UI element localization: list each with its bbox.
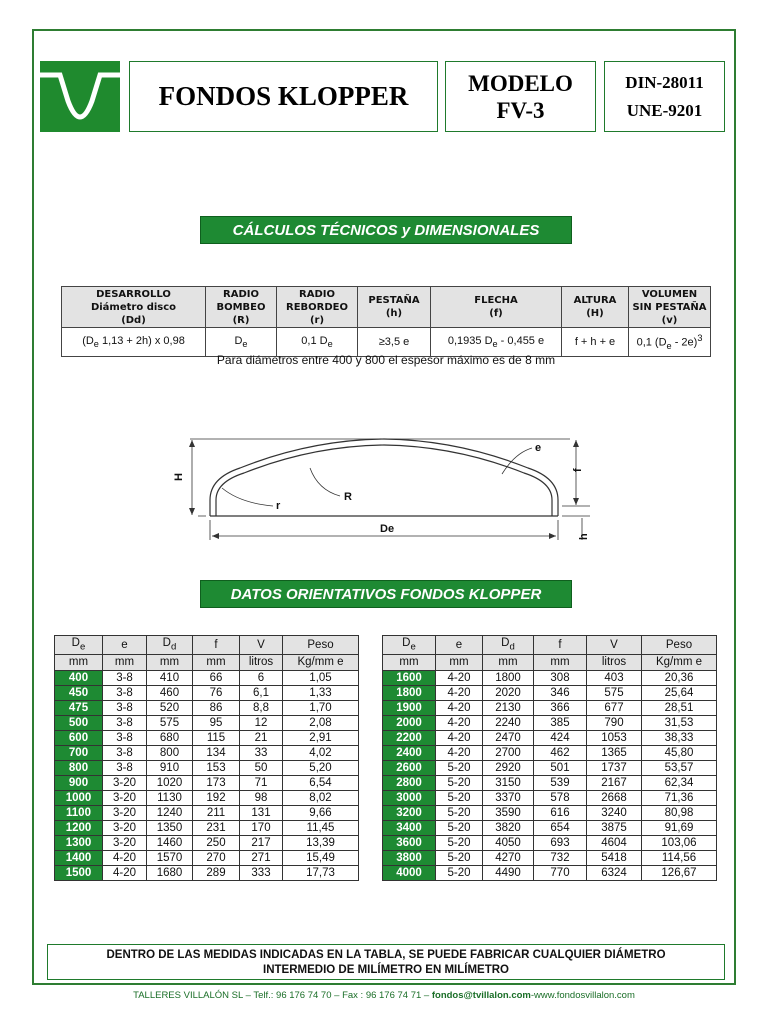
table-cell: 5-20 <box>436 776 483 791</box>
footer-line-2: INTERMEDIO DE MILÍMETRO EN MILÍMETRO <box>263 964 509 976</box>
table-cell: 3820 <box>483 821 534 836</box>
table-cell: 1570 <box>147 851 193 866</box>
table-cell: 4270 <box>483 851 534 866</box>
calc-header-altura: ALTURA (H) <box>562 287 629 328</box>
unit-de: mm <box>383 655 436 671</box>
diameter-cell: 1800 <box>383 686 436 701</box>
label-flecha: f <box>572 468 584 472</box>
col-v: V <box>240 636 283 655</box>
table-cell: 520 <box>147 701 193 716</box>
table-cell: 4-20 <box>436 746 483 761</box>
formula-altura: f + h + e <box>562 328 629 357</box>
table-cell: 25,64 <box>642 686 717 701</box>
table-cell: 3-8 <box>103 731 147 746</box>
table-cell: 539 <box>534 776 587 791</box>
table-cell: 3150 <box>483 776 534 791</box>
table-row <box>383 851 717 866</box>
table-cell: 8,8 <box>240 701 283 716</box>
diameter-cell: 800 <box>55 761 103 776</box>
calc-table <box>61 286 711 357</box>
col-peso: Peso <box>642 636 717 655</box>
table-row <box>55 866 359 881</box>
table-cell: 45,80 <box>642 746 717 761</box>
table-cell: 53,57 <box>642 761 717 776</box>
table-cell: 1240 <box>147 806 193 821</box>
table-cell: 5-20 <box>436 761 483 776</box>
table-cell: 4-20 <box>436 731 483 746</box>
table-cell: 2470 <box>483 731 534 746</box>
table-cell: 3-8 <box>103 701 147 716</box>
diameter-cell: 2200 <box>383 731 436 746</box>
table-cell: 1365 <box>587 746 642 761</box>
formula-pestana: ≥3,5 e <box>358 328 431 357</box>
table-cell: 15,49 <box>283 851 359 866</box>
table-cell: 3-20 <box>103 836 147 851</box>
table-row <box>383 671 717 686</box>
table-cell: 1350 <box>147 821 193 836</box>
table-cell: 114,56 <box>642 851 717 866</box>
diameter-cell: 475 <box>55 701 103 716</box>
table-cell: 289 <box>193 866 240 881</box>
diameter-cell: 2600 <box>383 761 436 776</box>
table-cell: 153 <box>193 761 240 776</box>
table-cell: 3-20 <box>103 821 147 836</box>
table-cell: 6 <box>240 671 283 686</box>
diameter-cell: 3400 <box>383 821 436 836</box>
col-f: f <box>193 636 240 655</box>
diameter-cell: 3000 <box>383 791 436 806</box>
table-cell: 170 <box>240 821 283 836</box>
table-cell: 1053 <box>587 731 642 746</box>
diameter-cell: 450 <box>55 686 103 701</box>
table-cell: 76 <box>193 686 240 701</box>
table-cell: 4,02 <box>283 746 359 761</box>
table-cell: 800 <box>147 746 193 761</box>
table-cell: 2020 <box>483 686 534 701</box>
table-cell: 3-20 <box>103 806 147 821</box>
table-cell: 6,54 <box>283 776 359 791</box>
table-cell: 3240 <box>587 806 642 821</box>
table-row <box>55 776 359 791</box>
table-cell: 575 <box>147 716 193 731</box>
formula-radio-bombeo: $D_e$ <box>206 328 277 357</box>
klopper-head-diagram <box>170 428 600 548</box>
table-row <box>55 701 359 716</box>
col-e: e <box>103 636 147 655</box>
table-cell: 270 <box>193 851 240 866</box>
thickness-note: Para diámetros entre 400 y 800 el espesor máximo es de 8 mm <box>216 353 556 367</box>
table-cell: 790 <box>587 716 642 731</box>
norms-box <box>604 61 725 132</box>
table-cell: 4050 <box>483 836 534 851</box>
table-cell: 103,06 <box>642 836 717 851</box>
table-cell: 211 <box>193 806 240 821</box>
table-cell: 4-20 <box>103 851 147 866</box>
section-title-datos: DATOS ORIENTATIVOS FONDOS KLOPPER <box>200 580 572 608</box>
col-de: $D_e$ <box>55 636 103 655</box>
brand-title-box <box>129 61 438 132</box>
label-radio-bombeo: R <box>344 491 352 503</box>
table-cell: 460 <box>147 686 193 701</box>
contact-line <box>0 990 768 1001</box>
formula-desarrollo: ($D_e$ 1,13 + 2h) x 0,98 <box>62 328 206 357</box>
table-cell: 2130 <box>483 701 534 716</box>
col-e: e <box>436 636 483 655</box>
table-cell: 462 <box>534 746 587 761</box>
table-cell: 98 <box>240 791 283 806</box>
calc-header-radio-rebordeo: RADIO REBORDEO (r) <box>277 287 358 328</box>
table-cell: 1020 <box>147 776 193 791</box>
unit-peso: Kg/mm e <box>283 655 359 671</box>
footer-line-1: DENTRO DE LAS MEDIDAS INDICADAS EN LA TABLA, SE PUEDE FABRICAR CUALQUIER DIÁMETRO <box>106 949 666 961</box>
table-row <box>383 731 717 746</box>
col-dd: $D_d$ <box>147 636 193 655</box>
table-cell: 3-20 <box>103 776 147 791</box>
formula-radio-rebordeo: 0,1 $D_e$ <box>277 328 358 357</box>
model-label: MODELO <box>468 70 573 96</box>
table-cell: 3590 <box>483 806 534 821</box>
table-cell: 1130 <box>147 791 193 806</box>
table-cell: 134 <box>193 746 240 761</box>
table-cell: 13,39 <box>283 836 359 851</box>
table-cell: 9,66 <box>283 806 359 821</box>
table-cell: 4-20 <box>436 686 483 701</box>
table-cell: 2920 <box>483 761 534 776</box>
diameter-cell: 1300 <box>55 836 103 851</box>
table-cell: 2668 <box>587 791 642 806</box>
table-cell: 28,51 <box>642 701 717 716</box>
table-row <box>383 821 717 836</box>
table-cell: 12 <box>240 716 283 731</box>
diameter-cell: 1200 <box>55 821 103 836</box>
table-cell: 31,53 <box>642 716 717 731</box>
table-cell: 770 <box>534 866 587 881</box>
contact-website-link[interactable]: -www.fondosvillalon.com <box>530 990 635 1001</box>
data-table-right <box>382 635 717 881</box>
calc-header-radio-bombeo: RADIO BOMBEO (R) <box>206 287 277 328</box>
table-row <box>383 686 717 701</box>
model-box <box>445 61 596 132</box>
table-cell: 693 <box>534 836 587 851</box>
table-cell: 677 <box>587 701 642 716</box>
table-cell: 33 <box>240 746 283 761</box>
table-row <box>55 686 359 701</box>
table-cell: 250 <box>193 836 240 851</box>
table-cell: 86 <box>193 701 240 716</box>
table-cell: 4604 <box>587 836 642 851</box>
calc-header-pestana: PESTAÑA (h) <box>358 287 431 328</box>
table-cell: 1,70 <box>283 701 359 716</box>
table-cell: 62,34 <box>642 776 717 791</box>
calc-header-desarrollo: DESARROLLO Diámetro disco (Dd) <box>62 287 206 328</box>
company-logo <box>40 61 120 132</box>
table-cell: 3-8 <box>103 746 147 761</box>
table-row <box>55 836 359 851</box>
norm-din: DIN-28011 <box>625 72 704 92</box>
formula-volumen: 0,1 $(D_e - 2e)^3$ <box>629 328 711 357</box>
table-row <box>55 761 359 776</box>
table-row <box>383 836 717 851</box>
contact-email-link[interactable]: fondos@tvillalon.com <box>431 990 531 1001</box>
footer-notice <box>47 944 725 980</box>
table-cell: 5-20 <box>436 866 483 881</box>
diameter-cell: 2400 <box>383 746 436 761</box>
diameter-cell: 600 <box>55 731 103 746</box>
col-f: f <box>534 636 587 655</box>
diameter-cell: 4000 <box>383 866 436 881</box>
col-v: V <box>587 636 642 655</box>
diameter-cell: 2000 <box>383 716 436 731</box>
table-cell: 1737 <box>587 761 642 776</box>
diameter-cell: 3800 <box>383 851 436 866</box>
table-row <box>383 701 717 716</box>
table-cell: 5-20 <box>436 806 483 821</box>
table-cell: 131 <box>240 806 283 821</box>
table-cell: 192 <box>193 791 240 806</box>
table-cell: 3-20 <box>103 791 147 806</box>
unit-dd: mm <box>147 655 193 671</box>
table-cell: 6,1 <box>240 686 283 701</box>
table-row <box>55 746 359 761</box>
company-contact: TALLERES VILLALÓN SL – Telf.: 96 176 74 70 – Fax : 96 176 74 71 – <box>133 990 432 1001</box>
table-row <box>55 806 359 821</box>
table-cell: 71 <box>240 776 283 791</box>
table-row <box>55 731 359 746</box>
label-radio-rebordeo: r <box>276 500 281 512</box>
formula-flecha: 0,1935 $D_e - 0,455$ e <box>431 328 562 357</box>
model-code: FV-3 <box>496 97 545 123</box>
table-cell: 115 <box>193 731 240 746</box>
table-cell: 575 <box>587 686 642 701</box>
data-units-row <box>55 655 359 671</box>
table-row <box>55 851 359 866</box>
table-cell: 5418 <box>587 851 642 866</box>
table-cell: 21 <box>240 731 283 746</box>
table-cell: 71,36 <box>642 791 717 806</box>
diameter-cell: 1600 <box>383 671 436 686</box>
diameter-cell: 3200 <box>383 806 436 821</box>
table-cell: 4490 <box>483 866 534 881</box>
table-cell: 3-8 <box>103 761 147 776</box>
table-cell: 424 <box>534 731 587 746</box>
diameter-cell: 2800 <box>383 776 436 791</box>
brand-title: FONDOS KLOPPER <box>158 81 409 111</box>
unit-v: litros <box>240 655 283 671</box>
table-row <box>383 806 717 821</box>
table-cell: 173 <box>193 776 240 791</box>
calc-header-row <box>62 287 711 328</box>
table-cell: 2167 <box>587 776 642 791</box>
diameter-cell: 500 <box>55 716 103 731</box>
table-cell: 1,33 <box>283 686 359 701</box>
table-cell: 4-20 <box>436 701 483 716</box>
table-row <box>383 776 717 791</box>
table-cell: 5,20 <box>283 761 359 776</box>
table-cell: 1680 <box>147 866 193 881</box>
table-cell: 3-8 <box>103 686 147 701</box>
diameter-cell: 1000 <box>55 791 103 806</box>
table-cell: 910 <box>147 761 193 776</box>
table-cell: 616 <box>534 806 587 821</box>
diameter-cell: 900 <box>55 776 103 791</box>
table-cell: 20,36 <box>642 671 717 686</box>
table-cell: 1800 <box>483 671 534 686</box>
table-cell: 3875 <box>587 821 642 836</box>
table-cell: 366 <box>534 701 587 716</box>
unit-peso: Kg/mm e <box>642 655 717 671</box>
table-cell: 5-20 <box>436 851 483 866</box>
diameter-cell: 700 <box>55 746 103 761</box>
table-cell: 6324 <box>587 866 642 881</box>
col-de: $D_e$ <box>383 636 436 655</box>
diameter-cell: 1400 <box>55 851 103 866</box>
table-cell: 8,02 <box>283 791 359 806</box>
table-cell: 50 <box>240 761 283 776</box>
table-cell: 1460 <box>147 836 193 851</box>
unit-e: mm <box>103 655 147 671</box>
table-row <box>55 716 359 731</box>
table-cell: 126,67 <box>642 866 717 881</box>
table-cell: 5-20 <box>436 791 483 806</box>
diameter-cell: 1100 <box>55 806 103 821</box>
label-pestana: h <box>578 533 590 540</box>
label-diametro: De <box>380 523 395 535</box>
table-cell: 3-8 <box>103 671 147 686</box>
diameter-cell: 1900 <box>383 701 436 716</box>
table-cell: 680 <box>147 731 193 746</box>
table-cell: 66 <box>193 671 240 686</box>
calc-header-volumen: VOLUMEN SIN PESTAÑA (v) <box>629 287 711 328</box>
table-cell: 4-20 <box>103 866 147 881</box>
table-cell: 732 <box>534 851 587 866</box>
label-altura: H <box>173 473 185 481</box>
table-cell: 2,08 <box>283 716 359 731</box>
table-cell: 1,05 <box>283 671 359 686</box>
data-units-row <box>383 655 717 671</box>
table-cell: 38,33 <box>642 731 717 746</box>
table-cell: 17,73 <box>283 866 359 881</box>
data-header-row <box>383 636 717 655</box>
table-cell: 4-20 <box>436 716 483 731</box>
table-cell: 501 <box>534 761 587 776</box>
table-cell: 231 <box>193 821 240 836</box>
unit-v: litros <box>587 655 642 671</box>
data-table-left <box>54 635 359 881</box>
diameter-cell: 1500 <box>55 866 103 881</box>
table-cell: 217 <box>240 836 283 851</box>
data-header-row <box>55 636 359 655</box>
table-cell: 2700 <box>483 746 534 761</box>
table-cell: 4-20 <box>436 671 483 686</box>
table-row <box>383 716 717 731</box>
label-espesor: e <box>535 442 542 454</box>
table-cell: 654 <box>534 821 587 836</box>
section-title-calculos: CÁLCULOS TÉCNICOS y DIMENSIONALES <box>200 216 572 244</box>
table-cell: 5-20 <box>436 836 483 851</box>
col-peso: Peso <box>283 636 359 655</box>
table-cell: 3-8 <box>103 716 147 731</box>
table-cell: 2,91 <box>283 731 359 746</box>
unit-f: mm <box>193 655 240 671</box>
unit-e: mm <box>436 655 483 671</box>
norm-une: UNE-9201 <box>626 100 703 120</box>
unit-dd: mm <box>483 655 534 671</box>
unit-de: mm <box>55 655 103 671</box>
logo-v-icon <box>40 61 120 132</box>
table-cell: 308 <box>534 671 587 686</box>
table-row <box>55 791 359 806</box>
calc-header-flecha: FLECHA (f) <box>431 287 562 328</box>
unit-f: mm <box>534 655 587 671</box>
table-cell: 5-20 <box>436 821 483 836</box>
table-cell: 2240 <box>483 716 534 731</box>
table-row <box>383 746 717 761</box>
table-cell: 385 <box>534 716 587 731</box>
table-cell: 578 <box>534 791 587 806</box>
diameter-cell: 400 <box>55 671 103 686</box>
table-row <box>55 671 359 686</box>
table-cell: 271 <box>240 851 283 866</box>
table-cell: 333 <box>240 866 283 881</box>
table-cell: 11,45 <box>283 821 359 836</box>
table-row <box>383 791 717 806</box>
col-dd: $D_d$ <box>483 636 534 655</box>
table-cell: 91,69 <box>642 821 717 836</box>
table-cell: 95 <box>193 716 240 731</box>
table-row <box>383 866 717 881</box>
table-cell: 410 <box>147 671 193 686</box>
table-row <box>383 761 717 776</box>
table-cell: 80,98 <box>642 806 717 821</box>
diameter-cell: 3600 <box>383 836 436 851</box>
table-cell: 346 <box>534 686 587 701</box>
table-cell: 3370 <box>483 791 534 806</box>
table-cell: 403 <box>587 671 642 686</box>
table-row <box>55 821 359 836</box>
